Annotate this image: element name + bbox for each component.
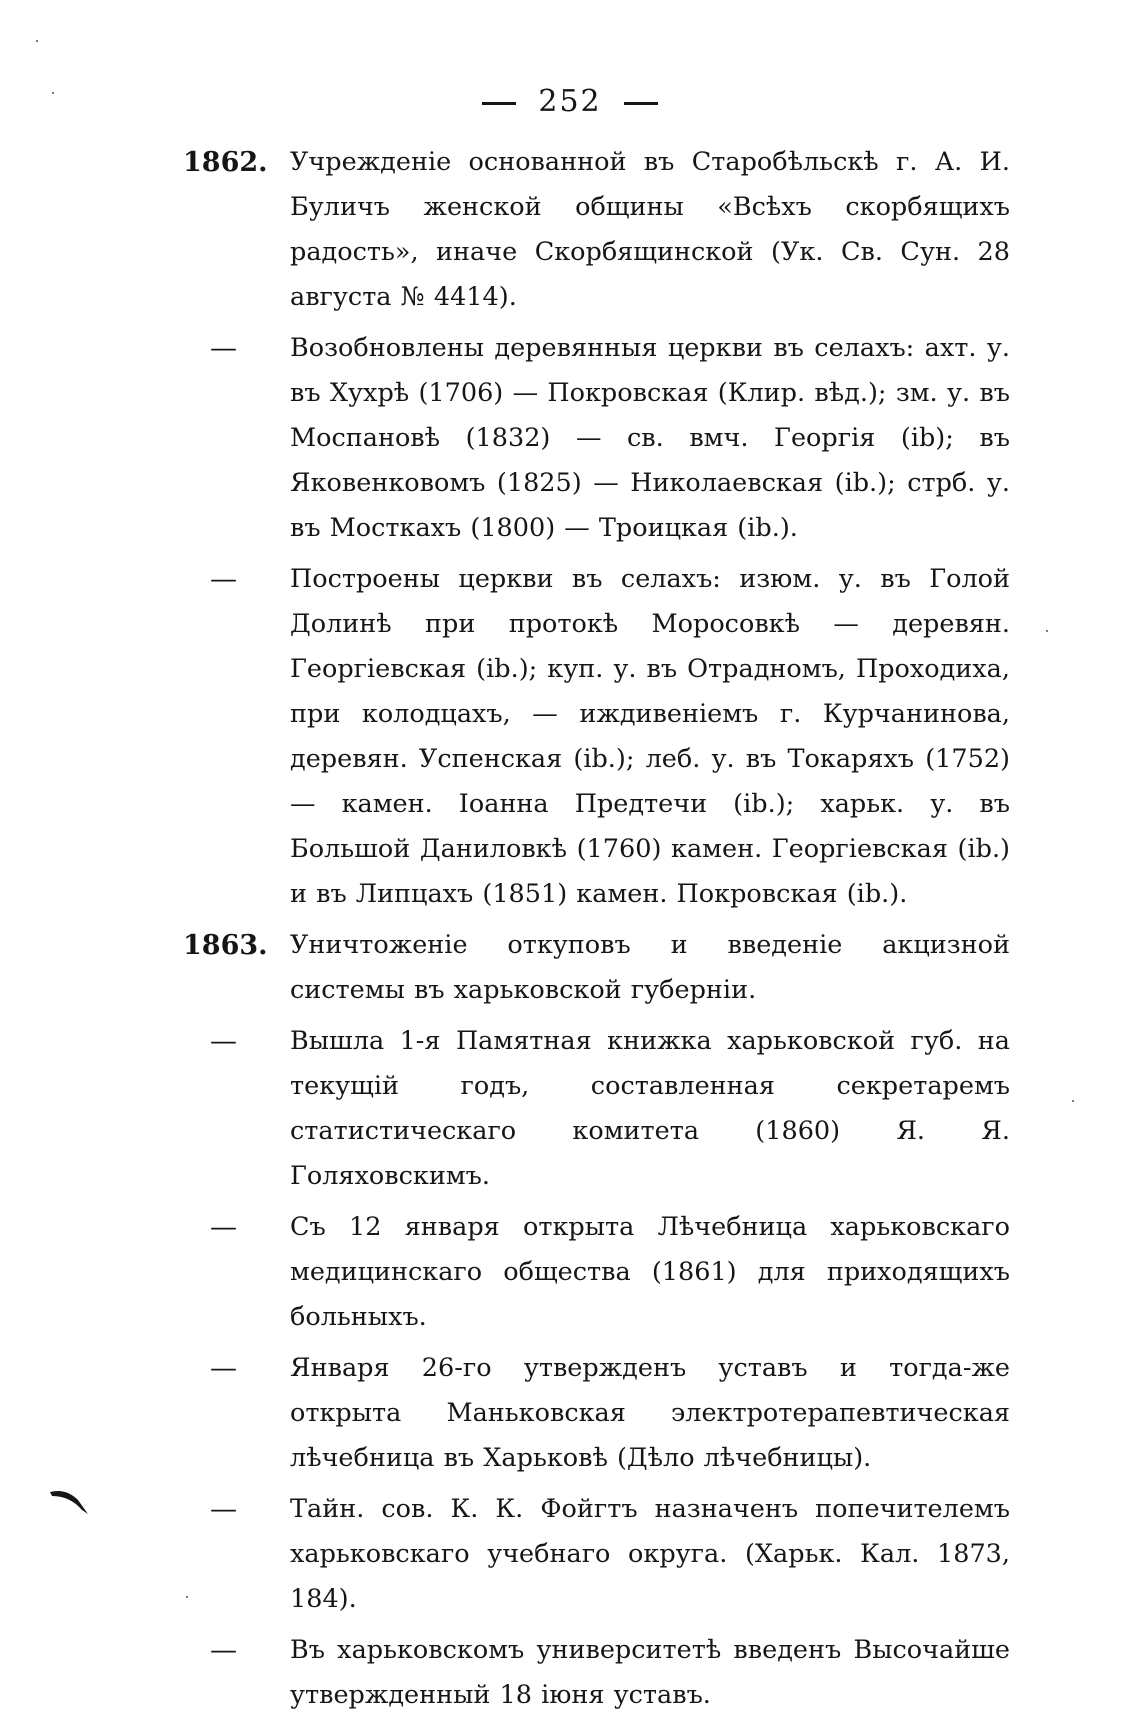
paper-speck xyxy=(186,1596,188,1598)
entry-item xyxy=(0,1346,1140,1481)
entry-1862 xyxy=(0,140,1140,320)
entry-text: Учрежденіе основанной въ Старобѣльскѣ г. А. И. Буличъ женской общины «Всѣхъ скорбящихъ радость», иначе Скорбящинской (Ук. Св. Сун. 28 августа № 4414). xyxy=(290,147,1010,312)
entry-item xyxy=(0,1487,1140,1622)
entry-dash: — xyxy=(210,1026,237,1057)
page-number-dash-left xyxy=(482,102,516,105)
entry-item xyxy=(0,1205,1140,1340)
entry-item xyxy=(0,1019,1140,1199)
entry-item xyxy=(0,557,1140,917)
entry-1863 xyxy=(0,923,1140,1013)
entry-year: 1862. xyxy=(183,147,268,178)
paper-speck xyxy=(52,92,54,94)
entry-text: Вышла 1-я Памятная книжка харьковской губ. на текущій годъ, составленная секретаремъ статистическаго комитета (1860) Я. Я. Голяховскимъ. xyxy=(290,1026,1010,1191)
entry-dash: — xyxy=(210,1494,237,1525)
page-number-dash-right xyxy=(624,102,658,105)
entry-dash: — xyxy=(210,1635,237,1666)
page-number-value: 252 xyxy=(538,84,602,119)
entry-text: Января 26-го утвержденъ уставъ и тогда-же открыта Маньковская электротерапевтическая лѣчебница въ Харьковѣ (Дѣло лѣчебницы). xyxy=(290,1353,1010,1473)
entry-item xyxy=(0,1628,1140,1718)
entry-text: Съ 12 января открыта Лѣчебница харьковскаго медицинскаго общества (1861) для приходящихъ больныхъ. xyxy=(290,1212,1010,1332)
entry-text: Тайн. сов. К. К. Фойгтъ назначенъ попечителемъ харьковскаго учебнаго округа. (Харьк. Кал. 1873, 184). xyxy=(290,1494,1010,1614)
paper-speck xyxy=(1046,630,1048,632)
chronicle-entries xyxy=(0,140,1140,1724)
entry-dash: — xyxy=(210,1212,237,1243)
entry-year: 1863. xyxy=(183,930,268,961)
entry-dash: — xyxy=(210,333,237,364)
paper-speck xyxy=(1072,1100,1074,1102)
entry-text: Построены церкви въ селахъ: изюм. у. въ Голой Долинѣ при протокѣ Моросовкѣ — деревян. Георгіевская (ib.); куп. у. въ Отрадномъ, Проходиха, при колодцахъ, — иждивеніемъ г. Курчанинова, деревян. Успенская (ib.); леб. у. въ Токаряхъ (1752) — камен. Іоанна Предтечи (ib.); харьк. у. въ Большой Даниловкѣ (1760) камен. Георгіевская (ib.) и въ Липцахъ (1851) камен. Покровская (ib.). xyxy=(290,564,1010,909)
paper-speck xyxy=(36,40,38,42)
ink-stroke-mark xyxy=(48,1486,92,1518)
entry-item xyxy=(0,326,1140,551)
entry-dash: — xyxy=(210,564,237,595)
page-number xyxy=(0,84,1140,119)
entry-text: Въ харьковскомъ университетѣ введенъ Высочайше утвержденный 18 іюня уставъ. xyxy=(290,1635,1010,1710)
entry-text: Возобновлены деревянныя церкви въ селахъ: ахт. у. въ Хухрѣ (1706) — Покровская (Клир. вѣд.); зм. у. въ Моспановѣ (1832) — св. вмч. Георгія (ib); въ Яковенковомъ (1825) — Николаевская (ib.); стрб. у. въ Мосткахъ (1800) — Троицкая (ib.). xyxy=(290,333,1010,543)
entry-text: Уничтоженіе откуповъ и введеніе акцизной системы въ харьковской губерніи. xyxy=(290,930,1010,1005)
entry-dash: — xyxy=(210,1353,237,1384)
